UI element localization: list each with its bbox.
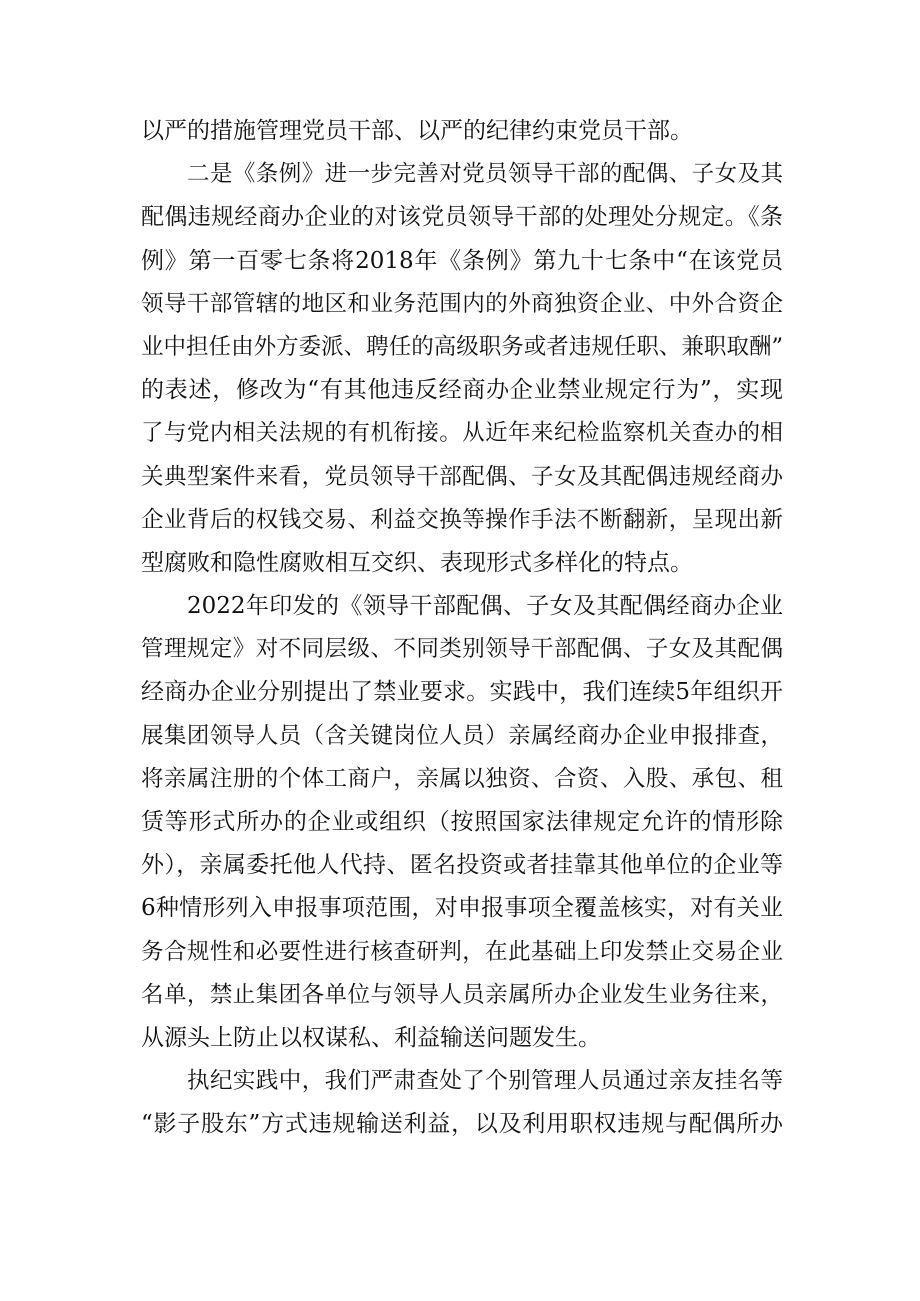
text-line: 配偶违规经商办企业的对该党员领导干部的处理处分规定。《条 — [141, 204, 783, 231]
text-line: 型腐败和隐性腐败相互交织、表现形式多样化的特点。 — [141, 549, 693, 576]
text-line: 将亲属注册的个体工商户，亲属以独资、合资、入股、承包、租 — [141, 765, 783, 792]
text-line: 例》第一百零七条将2018年《条例》第九十七条中“在该党员 — [141, 247, 783, 274]
text-line: 管理规定》对不同层级、不同类别领导干部配偶、子女及其配偶 — [141, 636, 783, 663]
text-line: 从源头上防止以权谋私、利益输送问题发生。 — [141, 1024, 601, 1051]
text-line: 外），亲属委托他人代持、匿名投资或者挂靠其他单位的企业等 — [141, 852, 783, 879]
text-line: 的表述，修改为“有其他违反经商办企业禁业规定行为”，实现 — [141, 377, 783, 404]
text-line: 了与党内相关法规的有机衔接。从近年来纪检监察机关查办的相 — [141, 420, 783, 447]
text-line: 关典型案件来看，党员领导干部配偶、子女及其配偶违规经商办 — [141, 463, 783, 490]
text-line: 经商办企业分别提出了禁业要求。实践中，我们连续5年组织开 — [141, 679, 783, 706]
paragraph-start-line: 2022年印发的《领导干部配偶、子女及其配偶经商办企业 — [187, 593, 783, 620]
text-line: “影子股东”方式违规输送利益，以及利用职权违规与配偶所办 — [141, 1111, 783, 1138]
text-line: 务合规性和必要性进行核查研判，在此基础上印发禁止交易企业 — [141, 938, 783, 965]
document-body — [141, 110, 783, 1147]
text-line: 展集团领导人员（含关键岗位人员）亲属经商办企业申报排查， — [141, 722, 783, 749]
text-line: 业中担任由外方委派、聘任的高级职务或者违规任职、兼职取酬” — [141, 333, 783, 360]
text-line: 6种情形列入申报事项范围，对申报事项全覆盖核实，对有关业 — [141, 895, 783, 922]
text-line: 名单，禁止集团各单位与领导人员亲属所办企业发生业务往来， — [141, 981, 783, 1008]
paragraph-start-line: 二是《条例》进一步完善对党员领导干部的配偶、子女及其 — [187, 161, 783, 188]
paragraph-start-line: 执纪实践中，我们严肃查处了个别管理人员通过亲友挂名等 — [187, 1068, 783, 1095]
text-line: 领导干部管辖的地区和业务范围内的外商独资企业、中外合资企 — [141, 290, 783, 317]
text-line: 赁等形式所办的企业或组织（按照国家法律规定允许的情形除 — [141, 809, 783, 835]
text-line: 以严的措施管理党员干部、以严的纪律约束党员干部。 — [141, 118, 693, 144]
text-line: 企业背后的权钱交易、利益交换等操作手法不断翻新，呈现出新 — [141, 506, 783, 533]
